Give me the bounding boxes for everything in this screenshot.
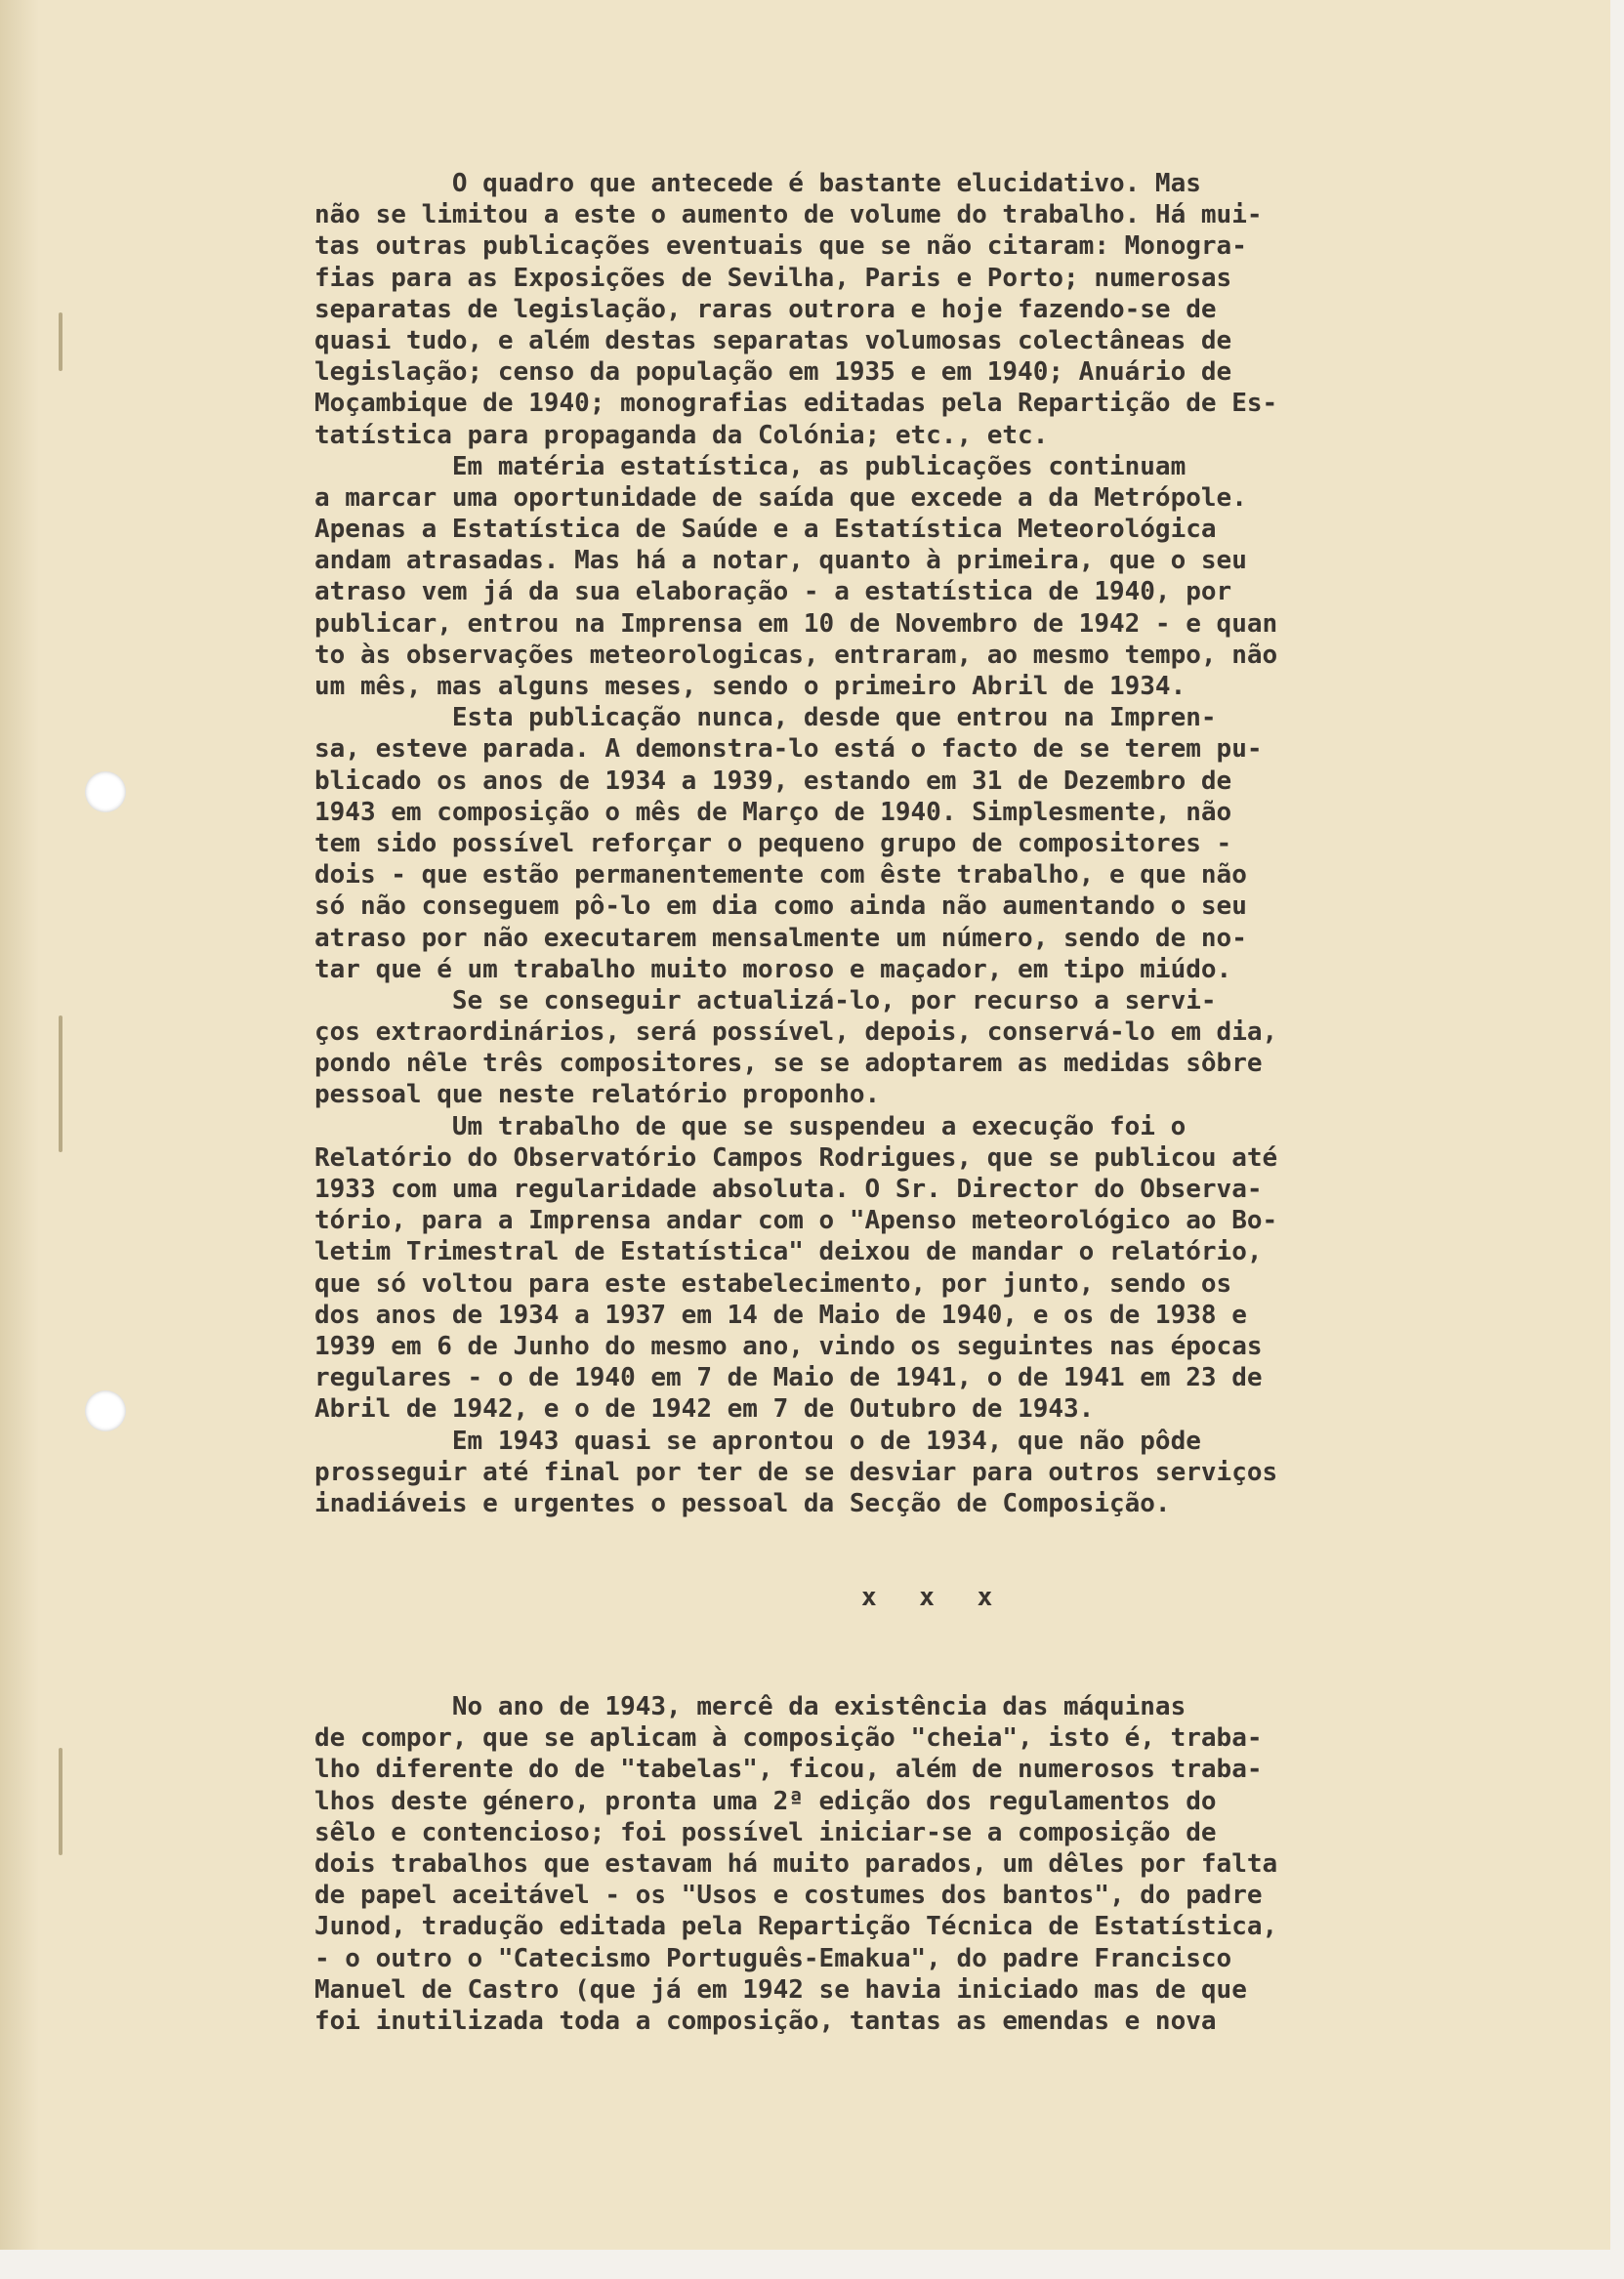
section-separator: x x x [861, 1583, 1007, 1613]
text-line: ços extraordinários, será possível, depois, conservá-lo em dia, [314, 1017, 1278, 1048]
text-line: Se se conseguir actualizá-lo, por recurso a servi- [314, 985, 1217, 1015]
text-line: dos anos de 1934 a 1937 em 14 de Maio de 1940, e os de 1938 e [314, 1300, 1247, 1330]
section-2-text [314, 1691, 1545, 2037]
text-line: fias para as Exposições de Sevilha, Paris e Porto; numerosas [314, 263, 1232, 293]
text-line: prosseguir até final por ter de se desviar para outros serviços [314, 1457, 1278, 1487]
binding-mark-top [59, 312, 62, 371]
text-line: sêlo e contencioso; foi possível iniciar-se a composição de [314, 1817, 1217, 1847]
text-line: lhos deste género, pronta uma 2ª edição dos regulamentos do [314, 1786, 1217, 1816]
scan-border-bottom [0, 2250, 1624, 2279]
text-line: to às observações meteorologicas, entraram, ao mesmo tempo, não [314, 640, 1278, 670]
text-line: 1933 com uma regularidade absoluta. O Sr. Director do Observa- [314, 1175, 1263, 1204]
text-line: que só voltou para este estabelecimento, por junto, sendo os [314, 1268, 1232, 1299]
typescript-body [314, 168, 1545, 2037]
text-line: de papel aceitável - os "Usos e costumes dos bantos", do padre [314, 1881, 1263, 1911]
section-gap [314, 1613, 1545, 1691]
binding-mark-middle [59, 1015, 62, 1152]
text-line: regulares - o de 1940 em 7 de Maio de 1941, o de 1941 em 23 de [314, 1363, 1263, 1393]
binding-mark-bottom [59, 1748, 62, 1855]
text-line: legislação; censo da população em 1935 e em 1940; Anuário de [314, 357, 1232, 388]
section-gap [314, 1519, 1545, 1582]
text-line: pessoal que neste relatório proponho. [314, 1080, 881, 1110]
text-line: Junod, tradução editada pela Repartição Técnica de Estatística, [314, 1912, 1278, 1942]
text-line: Em matéria estatística, as publicações continuam [314, 451, 1187, 481]
text-line: um mês, mas alguns meses, sendo o primeiro Abril de 1934. [314, 672, 1187, 701]
text-line: Em 1943 quasi se aprontou o de 1934, que não pôde [314, 1426, 1201, 1456]
scan-border-right [1610, 0, 1624, 2279]
text-line: só não conseguem pô-lo em dia como ainda não aumentando o seu [314, 891, 1247, 922]
text-line: Relatório do Observatório Campos Rodrigues, que se publicou até [314, 1142, 1278, 1173]
text-line: dois trabalhos que estavam há muito parados, um dêles por falta [314, 1849, 1278, 1879]
text-line: andam atrasadas. Mas há a notar, quanto à primeira, que o seu [314, 546, 1247, 576]
text-line: separatas de legislação, raras outrora e hoje fazendo-se de [314, 294, 1217, 324]
section-1-text [314, 168, 1545, 1519]
page-edge-shadow [0, 0, 39, 2279]
text-line: a marcar uma oportunidade de saída que excede a da Metrópole. [314, 482, 1247, 513]
text-line: quasi tudo, e além destas separatas volumosas colectâneas de [314, 325, 1232, 355]
punch-hole-bottom [85, 1390, 126, 1431]
text-line: letim Trimestral de Estatística" deixou de mandar o relatório, [314, 1237, 1263, 1267]
text-line: de compor, que se aplicam à composição "cheia", isto é, traba- [314, 1723, 1263, 1754]
text-line: - o outro o "Catecismo Português-Emakua", do padre Francisco [314, 1943, 1232, 1973]
text-line: Moçambique de 1940; monografias editadas pela Repartição de Es- [314, 389, 1278, 419]
text-line: Manuel de Castro (que já em 1942 se havia iniciado mas de que [314, 1974, 1247, 2005]
text-line: atraso vem já da sua elaboração - a estatística de 1940, por [314, 577, 1232, 607]
punch-hole-top [85, 771, 126, 812]
text-line: 1943 em composição o mês de Março de 1940. Simplesmente, não [314, 797, 1232, 827]
text-line: inadiáveis e urgentes o pessoal da Secção de Composição. [314, 1488, 1171, 1518]
text-line: foi inutilizada toda a composição, tantas as emendas e nova [314, 2006, 1217, 2036]
text-line: atraso por não executarem mensalmente um número, sendo de no- [314, 923, 1247, 953]
text-line: 1939 em 6 de Junho do mesmo ano, vindo os seguintes nas épocas [314, 1331, 1263, 1361]
text-line: blicado os anos de 1934 a 1939, estando em 31 de Dezembro de [314, 766, 1232, 796]
text-line: O quadro que antecede é bastante elucidativo. Mas [314, 169, 1201, 198]
text-line: Esta publicação nunca, desde que entrou na Impren- [314, 703, 1217, 733]
text-line: tar que é um trabalho muito moroso e maçador, em tipo miúdo. [314, 954, 1232, 984]
text-line: Abril de 1942, e o de 1942 em 7 de Outubro de 1943. [314, 1394, 1095, 1425]
text-line: tório, para a Imprensa andar com o "Apenso meteorológico ao Bo- [314, 1206, 1278, 1236]
text-line: não se limitou a este o aumento de volume do trabalho. Há mui- [314, 200, 1263, 230]
text-line: sa, esteve parada. A demonstra-lo está o facto de se terem pu- [314, 734, 1263, 765]
text-line: Apenas a Estatística de Saúde e a Estatística Meteorológica [314, 515, 1217, 545]
text-line: tas outras publicações eventuais que se não citaram: Monogra- [314, 231, 1247, 262]
text-line: lho diferente do de "tabelas", ficou, além de numerosos traba- [314, 1755, 1263, 1785]
text-line: tem sido possível reforçar o pequeno grupo de compositores - [314, 828, 1232, 858]
text-line: dois - que estão permanentemente com êste trabalho, e que não [314, 860, 1247, 891]
text-line: tatística para propaganda da Colónia; etc., etc. [314, 420, 1049, 450]
text-line: publicar, entrou na Imprensa em 10 de Novembro de 1942 - e quan [314, 608, 1278, 639]
text-line: No ano de 1943, mercê da existência das máquinas [314, 1692, 1187, 1722]
text-line: pondo nêle três compositores, se se adoptarem as medidas sôbre [314, 1049, 1263, 1079]
text-line: Um trabalho de que se suspendeu a execução foi o [314, 1111, 1187, 1141]
